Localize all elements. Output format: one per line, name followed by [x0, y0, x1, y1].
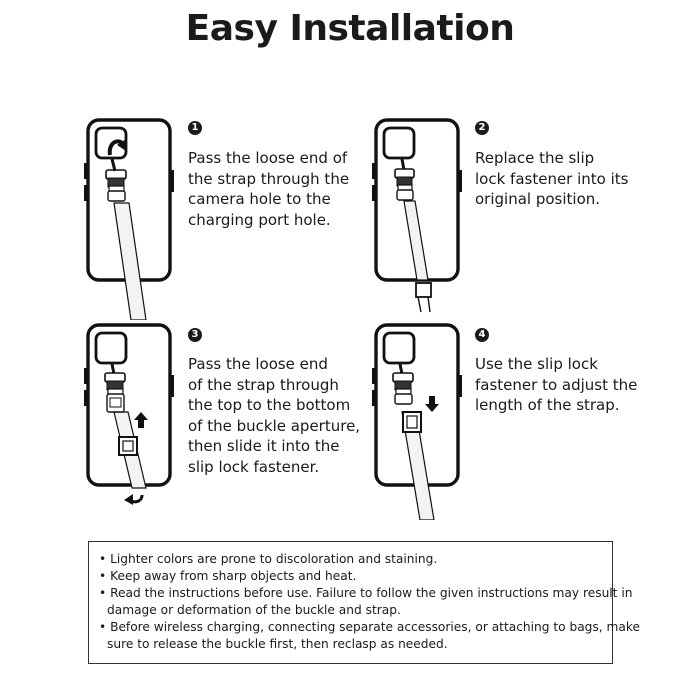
buckle-icon: [105, 373, 125, 412]
caution-list: [99, 551, 640, 653]
step-1-description: Pass the loose end of the strap through the camera hole to the charging port hole.: [188, 149, 350, 229]
step-2-number-badge: 2: [475, 121, 489, 135]
step-4-description: Use the slip lock fastener to adjust the length of the strap.: [475, 355, 638, 414]
slip-lock-fastener-icon: [416, 283, 431, 312]
caution-item: • Lighter colors are prone to discoloration and staining.: [99, 551, 612, 568]
caution-notes-box: [88, 541, 640, 664]
step-4-illustration: [370, 320, 470, 520]
step-1-illustration: [82, 115, 182, 320]
step-3-number-badge: 3: [188, 328, 202, 342]
curved-arrow-icon: [124, 494, 142, 505]
caution-item: • Read the instructions before use. Failure to follow the given instructions may result in damage or deformation of the buckle and strap.: [99, 585, 612, 619]
step-3-illustration: [82, 320, 182, 510]
step-4-number-badge: 4: [475, 328, 489, 342]
caution-item: • Before wireless charging, connecting separate accessories, or attaching to bags, make sure to release the buckle first, then reclasp as needed.: [99, 619, 612, 653]
buckle-icon: [393, 373, 413, 404]
caution-item: • Keep away from sharp objects and heat.: [99, 568, 612, 585]
step-1-number-badge: 1: [188, 121, 202, 135]
buckle-icon: [395, 169, 414, 200]
step-2-description: Replace the slip lock fastener into its original position.: [475, 149, 629, 208]
step-2-illustration: [370, 115, 470, 315]
page-title: Easy Installation: [185, 8, 515, 49]
step-3-description: Pass the loose end of the strap through the top to the bottom of the buckle aperture, then slide it into the slip lock fastener.: [188, 355, 361, 476]
slip-lock-fastener-icon: [403, 412, 421, 432]
slip-lock-fastener-icon: [119, 437, 137, 455]
